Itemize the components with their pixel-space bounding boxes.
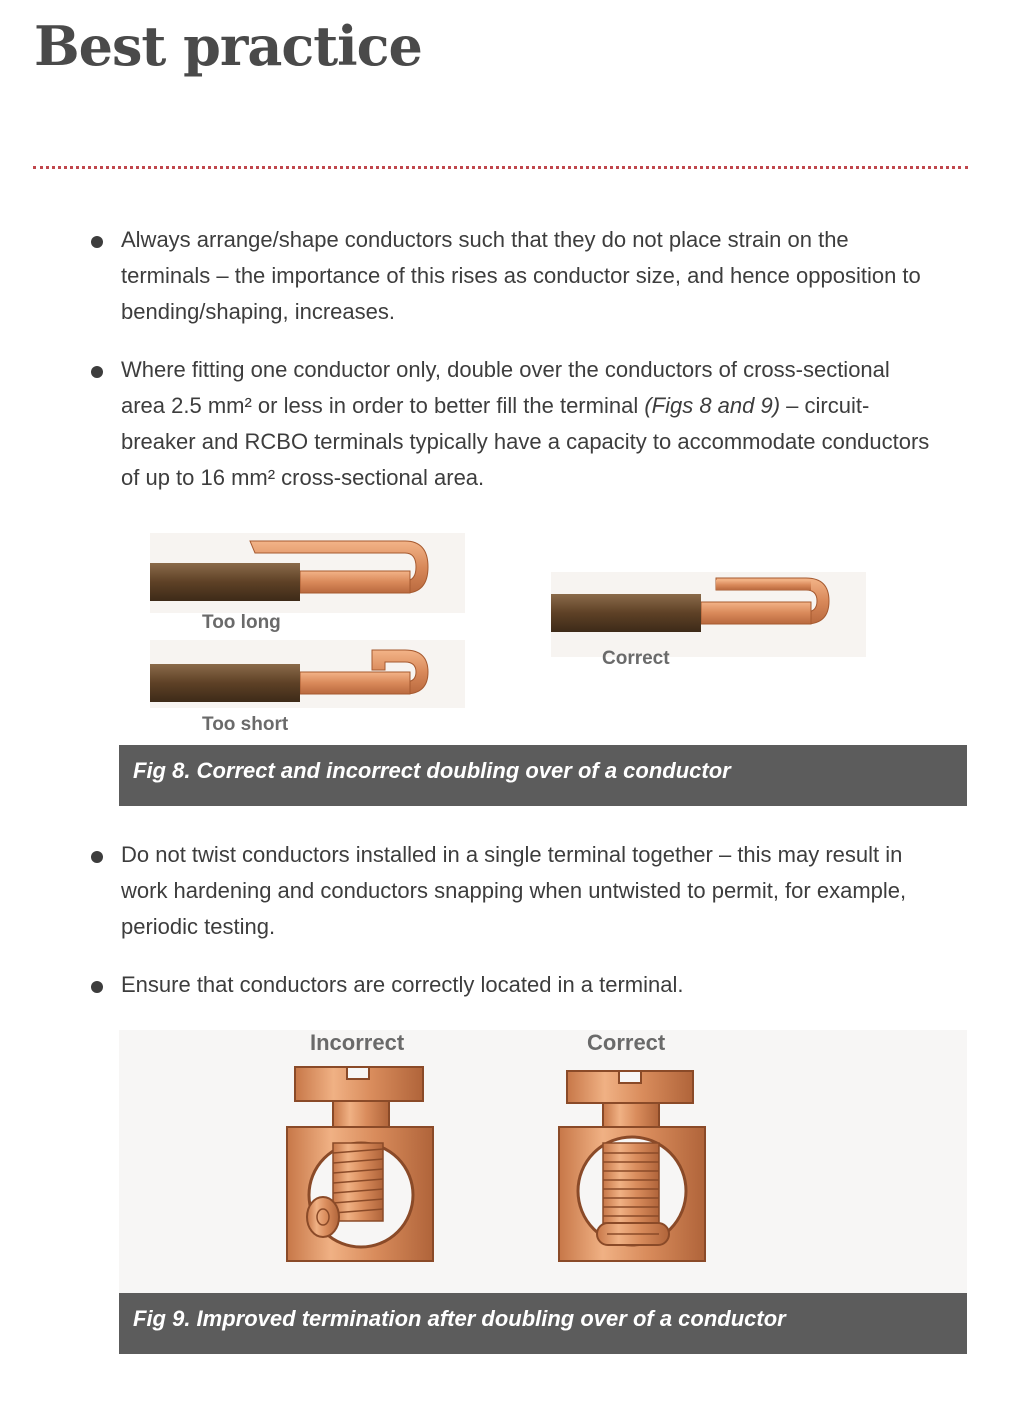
terminal-correct-illustration xyxy=(557,1065,709,1265)
dotted-divider xyxy=(33,166,968,169)
bullet-line: Ensure that conductors are correctly located in a terminal. xyxy=(121,972,684,997)
fig8-label-too-short: Too short xyxy=(202,714,289,735)
fig9-label-correct: Correct xyxy=(587,1030,666,1055)
bullet-line: of up to 16 mm² cross-sectional area. xyxy=(121,465,485,490)
fig8-label-too-long: Too long xyxy=(202,612,281,633)
bullet-line: breaker and RCBO terminals typically have a capacity to accommodate conductors xyxy=(121,429,930,454)
bullet-item-located xyxy=(121,967,971,1003)
conductor-too-long-illustration xyxy=(150,533,465,613)
fig9-background xyxy=(119,1030,967,1293)
bullet-line: work hardening and conductors snapping when untwisted to permit, for example, xyxy=(121,878,907,903)
page-title: Best practice xyxy=(34,14,422,78)
bullet-dot-icon xyxy=(91,981,103,993)
bullet-line: Where fitting one conductor only, double over the conductors of cross-sectional xyxy=(121,357,890,382)
bullet-text: area 2.5 mm² or less in order to better fill the terminal xyxy=(121,393,645,418)
conductor-correct-illustration xyxy=(551,572,866,657)
bullet-dot-icon xyxy=(91,236,103,248)
fig9-caption: Fig 9. Improved termination after doubling over of a conductor xyxy=(119,1293,967,1354)
bullet-line: bending/shaping, increases. xyxy=(121,299,395,324)
bullet-text: – circuit- xyxy=(780,393,870,418)
terminal-incorrect-illustration xyxy=(285,1065,437,1265)
bullet-line: Do not twist conductors installed in a single terminal together – this may result in xyxy=(121,842,903,867)
bullet-item-strain xyxy=(121,222,971,330)
fig9-label-incorrect: Incorrect xyxy=(310,1030,405,1055)
bullet-dot-icon xyxy=(91,366,103,378)
bullet-line: terminals – the importance of this rises as conductor size, and hence opposition to xyxy=(121,263,921,288)
figure-reference: (Figs 8 and 9) xyxy=(644,393,781,418)
bullet-item-no-twist xyxy=(121,837,971,945)
bullet-dot-icon xyxy=(91,851,103,863)
bullet-line: periodic testing. xyxy=(121,914,276,939)
bullet-item-double-over xyxy=(121,352,971,496)
conductor-too-short-illustration xyxy=(150,640,465,708)
bullet-line xyxy=(121,388,971,424)
fig8-label-correct: Correct xyxy=(602,648,670,669)
fig8-caption: Fig 8. Correct and incorrect doubling over of a conductor xyxy=(119,745,967,806)
bullet-line: Always arrange/shape conductors such that they do not place strain on the xyxy=(121,227,849,252)
